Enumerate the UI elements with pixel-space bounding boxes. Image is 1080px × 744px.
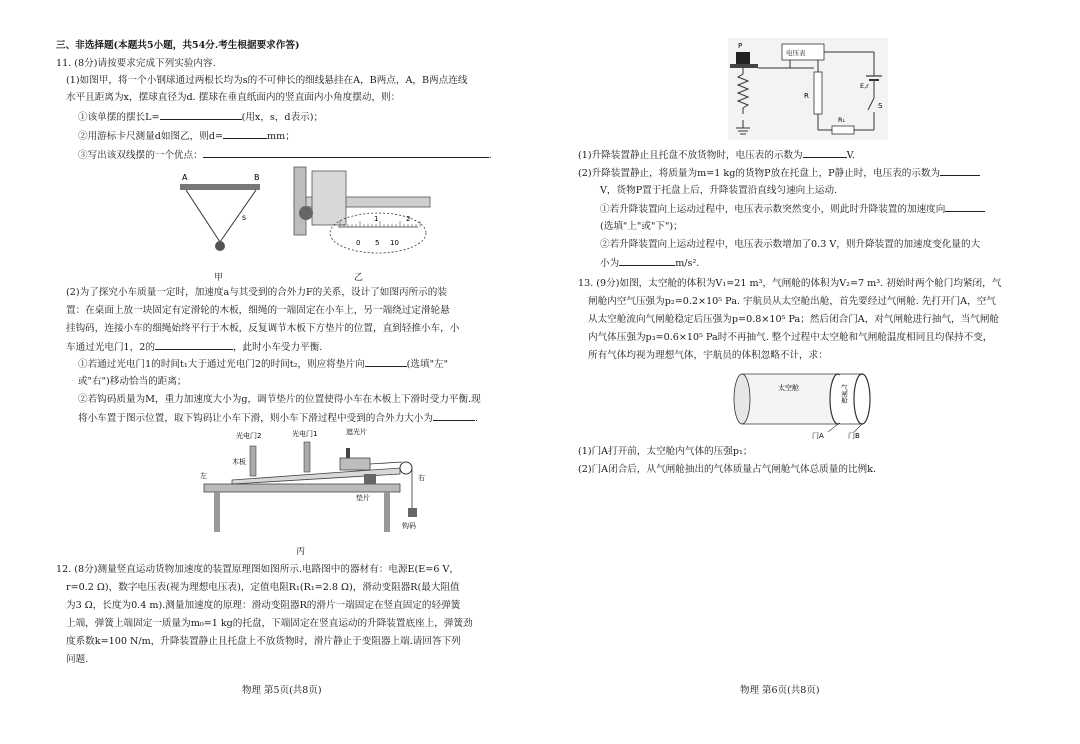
rheostat-r [814, 72, 822, 114]
q12-line2: r=0.2 Ω)，数字电压表(视为理想电压表)，定值电阻R₁(R₁=2.8 Ω)，滑动变阻器R(最大阻值 [66, 582, 460, 593]
answer-blank [365, 357, 407, 367]
hook-weight [408, 508, 417, 517]
label-weight: 钩码 [402, 522, 416, 530]
q11-p2-sub2-post: . [474, 413, 479, 424]
q11-p2-sub1-line2: 或"右")移动恰当的距离； [78, 376, 187, 387]
caliper-fixed-jaw [294, 167, 306, 235]
q12-sub1 [578, 148, 855, 162]
answer-blank [619, 256, 675, 266]
steel-ball [215, 241, 225, 251]
q13-sub2: (2)门A闭合后，从气闸舱抽出的气体质量占气闸舱气体总质量的比例k. [578, 464, 877, 475]
q13-line1: 13. (9分)如图，太空舱的体积为V₁=21 m³，气闸舱的体积为V₂=7 m³. 初始时两个舱门均紧闭，气 [578, 278, 1002, 289]
photogate-1 [304, 442, 310, 472]
q11-p2-sub2-line1: ②若钩码质量为M，重力加速度大小为g，调节垫片的位置使得小车在木板上下滑时受力平衡.现 [78, 394, 481, 405]
figure-yi-caption: 乙 [354, 273, 364, 283]
q11-p2-sub1-post: (选填"左" [406, 359, 448, 370]
q12-sub2-ii-line1: ②若升降装置向上运动过程中，电压表示数增加了0.3 V，则升降装置的加速度变化量的大 [600, 239, 981, 250]
answer-blank [803, 148, 847, 158]
label-b: B [254, 173, 260, 182]
label-s: s [242, 213, 247, 222]
label-r1: R₁ [838, 116, 846, 124]
q12-line1: 12. (8分)测量竖直运动货物加速度的装置原理图如图所示.电路图中的器材有：电源E(E=6 V， [56, 564, 460, 575]
answer-blank [945, 202, 985, 212]
answer-blank [940, 166, 980, 176]
q11-p2-line4 [66, 340, 322, 354]
label-r: R [804, 92, 809, 100]
caliper-sliding-jaw [312, 171, 346, 225]
shading-plate [346, 448, 350, 458]
q13-sub1: (1)门A打开前，太空舱内气体的压强p₁； [578, 446, 753, 457]
tray [730, 64, 758, 68]
q11-p1-line1: (1)如图甲，将一个小钢球通过两根长均为s的不可伸长的细线悬挂在A，B两点，A，B两点连线 [66, 75, 468, 86]
door-b-pointer [854, 424, 862, 432]
resistor-r1 [832, 126, 854, 134]
scale-top-1: 1 [374, 215, 379, 223]
scale-bottom-5: 5 [375, 239, 380, 247]
q11-sub2-post: mm； [267, 131, 295, 142]
q12-sub2-line1 [578, 166, 980, 180]
q11-p1-line2: 水平且距离为x，摆球直径为d. 摆球在垂直纸面内的竖直面内小角度摆动，则： [66, 92, 401, 103]
label-left: 左 [200, 472, 207, 480]
cargo-p [736, 52, 750, 64]
q12-line5: 度系数k=100 N/m，升降装置静止且托盘上不放货物时，滑片静止于变阻器上端.请回答下列 [66, 636, 461, 647]
figure-jia-caption: 甲 [214, 273, 224, 283]
q12-line3: 为3 Ω，长度为0.4 m).测量加速度的原理：滑动变阻器R的滑片一端固定在竖直固定的轻弹簧 [66, 600, 461, 611]
q11-p2-line4-post: ，此时小车受力平衡. [232, 342, 323, 353]
label-er: E,r [860, 82, 869, 90]
space-capsule-body [742, 374, 838, 424]
q13-line3: 从太空舱流向气闸舱稳定后压强为p=0.8×10⁵ Pa；然后闭合门A，对气闸舱进行抽气，当气闸舱 [588, 314, 1000, 325]
q12-sub2-i-pre: ①若升降装置向上运动过程中，电压表示数突然变小，则此时升降装置的加速度向 [600, 204, 946, 215]
q11-p2-line4-pre: 车通过光电门1，2的 [66, 342, 155, 353]
q12-line6: 问题. [66, 654, 89, 665]
figure-jia-pendulum [176, 168, 276, 268]
scale-top-2: 2 [406, 215, 411, 223]
q11-p2-sub2-pre: 将小车置于图示位置，取下钩码让小车下滑，则小车下滑过程中受到的合外力大小为 [78, 413, 433, 424]
label-s: S [878, 102, 883, 110]
label-voltmeter: 电压表 [786, 49, 806, 57]
door-b-shape [854, 374, 870, 424]
q12-sub2-ii-post: m/s². [675, 258, 700, 269]
q12-sub1-post: V. [846, 150, 855, 161]
q12-sub2-ii-line2 [600, 256, 699, 270]
q13-line4: 内气体压强为p₃=0.6×10⁵ Pa时不再抽气. 整个过程中太空舱和气闸舱温度相同且均保持不变， [588, 332, 993, 343]
table-leg-right [384, 492, 390, 532]
q11-sub3 [78, 148, 492, 162]
string [370, 462, 402, 464]
table-leg-left [214, 492, 220, 532]
answer-blank [155, 340, 233, 350]
label-space-capsule: 太空舱 [778, 384, 799, 392]
q11-sub2 [78, 129, 295, 143]
pad [364, 474, 376, 484]
q11-sub1-post: (用x，s，d表示)； [241, 112, 324, 123]
answer-blank [160, 110, 242, 120]
label-door-a: 门A [812, 432, 824, 440]
label-p: P [738, 42, 743, 50]
string-left [186, 190, 220, 242]
label-shade: 遮光片 [346, 428, 367, 436]
q11-p2-line2: 置：在桌面上放一块固定有定滑轮的木板，细绳的一端固定在小车上，另一端绕过定滑轮悬 [66, 305, 450, 316]
q12-sub1-pre: (1)升降装置静止且托盘不放货物时，电压表的示数为 [578, 150, 803, 161]
q12-line4: 上端，弹簧上端固定一质量为m₀=1 kg的托盘，下端固定在竖直运动的升降装置底座上，弹簧劲 [66, 618, 473, 629]
figure-bing-caption: 丙 [296, 547, 306, 557]
q11-p2-sub1-line1 [78, 357, 448, 371]
figure-yi-caliper [282, 163, 434, 267]
label-a: A [182, 173, 188, 182]
answer-blank [223, 129, 267, 139]
figure-circuit [728, 38, 888, 140]
scale-bottom-10: 10 [390, 239, 399, 247]
table-top [204, 484, 400, 492]
q11-sub3-pre: ③写出该双线摆的一个优点： [78, 150, 203, 161]
figure-capsule [728, 368, 882, 440]
q12-sub2-ii-pre: 小为 [600, 258, 620, 269]
answer-blank [203, 148, 489, 158]
scale-bottom-0: 0 [356, 239, 361, 247]
label-airlock: 气闸舱 [840, 384, 848, 404]
q11-sub3-post: . [488, 150, 492, 161]
label-gate2: 光电门2 [236, 432, 262, 440]
figure-bing-apparatus [196, 424, 436, 538]
q11-sub1-pre: ①该单摆的摆长L= [78, 112, 160, 123]
label-door-b: 门B [848, 432, 860, 440]
q11-p2-line1: (2)为了探究小车质量一定时，加速度a与其受到的合外力F的关系，设计了如图丙所示的装 [66, 287, 447, 298]
string-right [220, 190, 256, 242]
q12-sub2-i-line1 [600, 202, 985, 216]
pulley [400, 462, 412, 474]
q12-sub2-pre: (2)升降装置静止，将质量为m=1 kg的货物P放在托盘上，P静止时，电压表的示数为 [578, 168, 941, 179]
door-a-pointer [828, 424, 838, 432]
q11-p2-sub1-pre: ①若通过光电门1的时间t₁大于通过光电门2的时间t₂，则应将垫片向 [78, 359, 365, 370]
q11-p2-sub2-line2 [78, 411, 478, 425]
q12-sub2-line2: V，货物P置于托盘上后，升降装置沿直线匀速向上运动. [600, 185, 838, 196]
right-footer: 物理 第6页(共8页) [740, 685, 820, 696]
answer-blank [433, 411, 475, 421]
q13-line2: 闸舱内空气压强为p₂=0.2×10⁵ Pa. 宇航员从太空舱出舱，首先要经过气闸舱. 先打开门A，空气 [588, 296, 996, 307]
space-capsule-end [734, 374, 750, 424]
label-gate1: 光电门1 [292, 430, 318, 438]
q12-sub2-i-line2: (选填"上"或"下")； [600, 221, 683, 232]
label-board: 木板 [232, 458, 246, 466]
section-header: 三、非选择题(本题共5小题，共54分.考生根据要求作答) [56, 40, 300, 51]
label-pad: 垫片 [356, 494, 370, 502]
cart [340, 458, 370, 470]
q11-title: 11. (8分)请按要求完成下列实验内容. [56, 58, 216, 69]
q11-sub1 [78, 110, 323, 124]
q11-p2-line3: 挂钩码，连接小车的细绳始终平行于木板，反复调节木板下方垫片的位置，直到轻推小车，小 [66, 323, 460, 334]
label-right: 右 [418, 474, 425, 482]
q13-line5: 所有气体均视为理想气体，宇航员的体积忽略不计，求： [588, 350, 828, 361]
ceiling-bar [180, 184, 260, 190]
left-footer: 物理 第5页(共8页) [242, 685, 322, 696]
q11-sub2-pre: ②用游标卡尺测量d如图乙，则d= [78, 131, 224, 142]
ball [299, 206, 313, 220]
photogate-2 [250, 446, 256, 476]
